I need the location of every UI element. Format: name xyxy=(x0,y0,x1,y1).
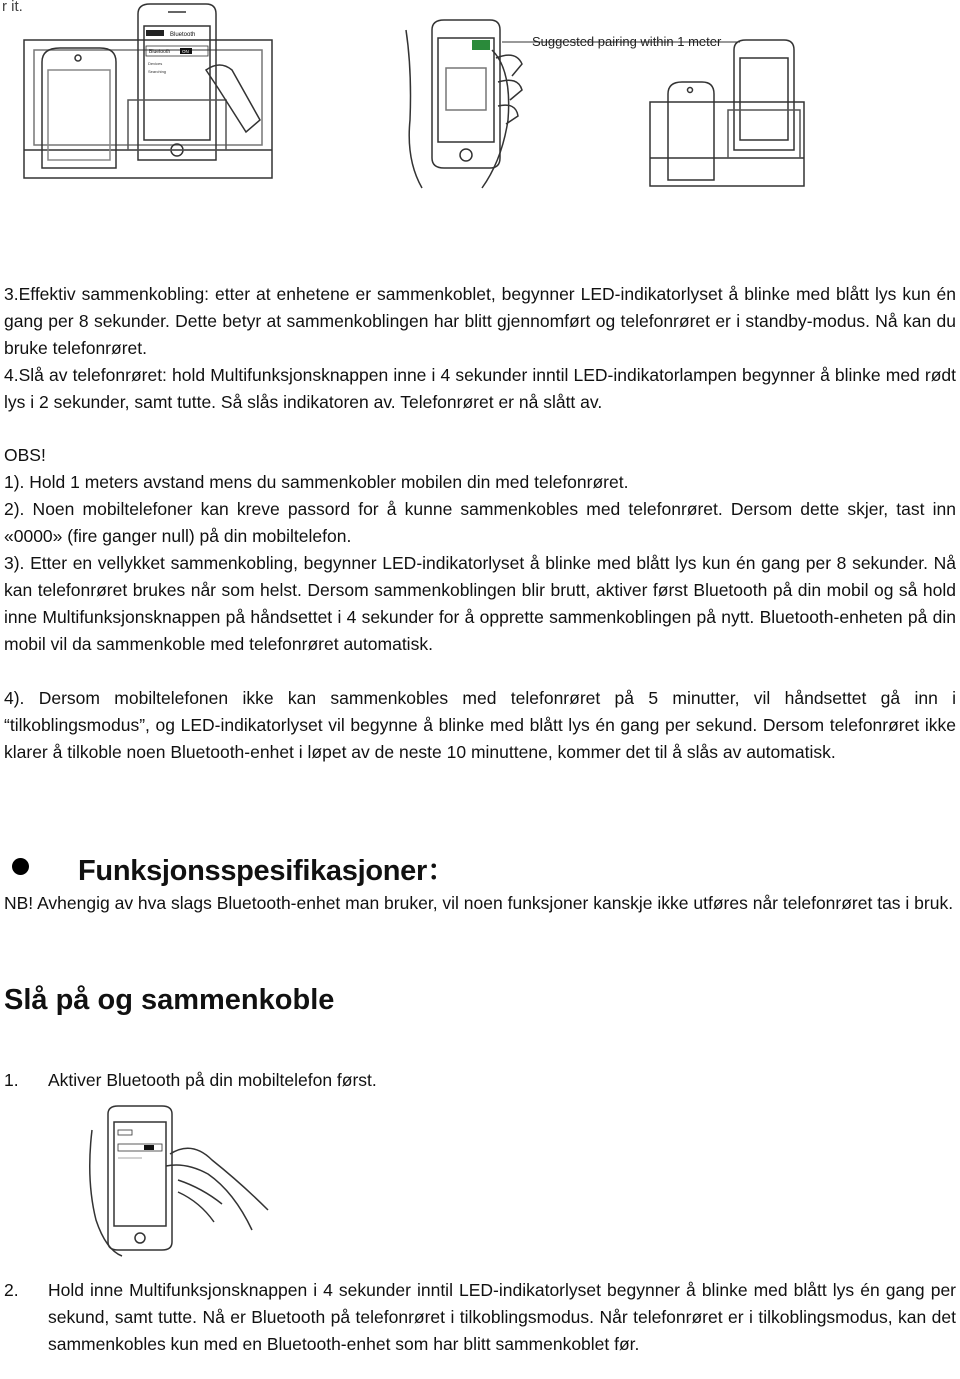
figure-dock-phone-pairing xyxy=(20,0,276,190)
step-2 xyxy=(4,1277,956,1358)
section-heading-row xyxy=(4,848,704,888)
subheading: Slå på og sammenkoble xyxy=(4,984,335,1016)
paragraph-note-1: 1). Hold 1 meters avstand mens du sammenkobler mobilen din med telefonrøret. xyxy=(4,472,629,492)
page-fragment-text: r it. xyxy=(2,0,23,15)
figure-suggested-pairing xyxy=(392,10,810,192)
screen-title: Bluetooth xyxy=(170,32,196,38)
paragraph-effective-pairing: 3.Effektiv sammenkobling: etter at enhetene er sammenkoblet, begynner LED-indikatorlyset å blinke med blått lys kun én gang per 8 sekunder. Dette betyr at sammenkoblingen har blitt gjennomført og telefonrøret er i standby-modus. Nå kan du bruke telefonrøret. xyxy=(4,284,956,358)
pairing-caption: Suggested pairing within 1 meter xyxy=(532,34,722,49)
screen-row-label: Bluetooth xyxy=(149,49,171,55)
paragraph-note-4: 4). Dersom mobiltelefonen ikke kan sammenkobles med telefonrøret på 5 minutter, vil håndsettet gå inn i “tilkoblingsmodus”, og LED-indikatorlyset vil begynne å blinke med blått lys én gang per sekund. Dersom telefonrøret ikke klarer å tilkoble noen Bluetooth-enhet i løpet av de neste 10 minuttene, kommer det til å slås av automatisk. xyxy=(4,688,956,762)
section-title: Funksjonsspesifikasjoner： xyxy=(78,855,456,887)
paragraph-nb: NB! Avhengig av hva slags Bluetooth-enhet man bruker, vil noen funksjoner kanskje ikke utføres når telefonrøret tas i bruk. xyxy=(4,893,954,913)
paragraph-note-3: 3). Etter en vellykket sammenkobling, begynner LED-indikatorlyset å blinke med blått lys kun én gang per 8 sekunder. Nå kan telefonrøret brukes når som helst. Dersom sammenkoblingen blir brutt, aktiver først Bluetooth på din mobil og så hold inne Multifunksjonsknappen på håndsettet i 4 sekunder for å opprette sammenkoblingen på nytt. Bluetooth-enheten på din mobil vil da sammenkoble med telefonrøret automatisk. xyxy=(4,553,956,654)
screen-toggle: ON xyxy=(182,49,189,54)
step-1 xyxy=(4,1067,956,1094)
screen-sub-devices: Devices xyxy=(148,61,163,66)
step-1-text: Aktiver Bluetooth på din mobiltelefon først. xyxy=(48,1070,377,1090)
paragraph-note-2: 2). Noen mobiltelefoner kan kreve passord for å kunne sammenkobles med telefonrøret. Dersom dette skjer, tast inn «0000» (fire ganger null) på din mobiltelefon. xyxy=(4,499,956,546)
hand-phone-illustration xyxy=(82,1100,272,1258)
step-1-number: 1. xyxy=(4,1070,19,1090)
bullet-dot-icon xyxy=(12,858,29,875)
pairing-distance-illustration xyxy=(392,10,810,192)
paragraph-obs: OBS! xyxy=(4,445,46,465)
paragraph-turn-off: 4.Slå av telefonrøret: hold Multifunksjonsknappen inne i 4 sekunder inntil LED-indikatorlampen begynner å blinke med rødt lys i 2 sekunder, samt tutte. Så slås indikatoren av. Telefonrøret er nå slått av. xyxy=(4,365,956,412)
figure-activate-bluetooth xyxy=(82,1100,272,1258)
dock-phone-illustration xyxy=(20,0,276,190)
step-2-number: 2. xyxy=(4,1280,19,1300)
screen-sub-searching: Searching xyxy=(148,69,167,74)
step-2-text: Hold inne Multifunksjonsknappen i 4 sekunder inntil LED-indikatorlyset begynner å blinke med blått lys én gang per sekund, samt tutte. Nå er Bluetooth på telefonrøret i tilkoblingsmodus. Når telefonrøret er i tilkoblingsmodus, kan det sammenkobles kun med en Bluetooth-enhet som har blitt sammenkoblet før. xyxy=(48,1280,956,1354)
